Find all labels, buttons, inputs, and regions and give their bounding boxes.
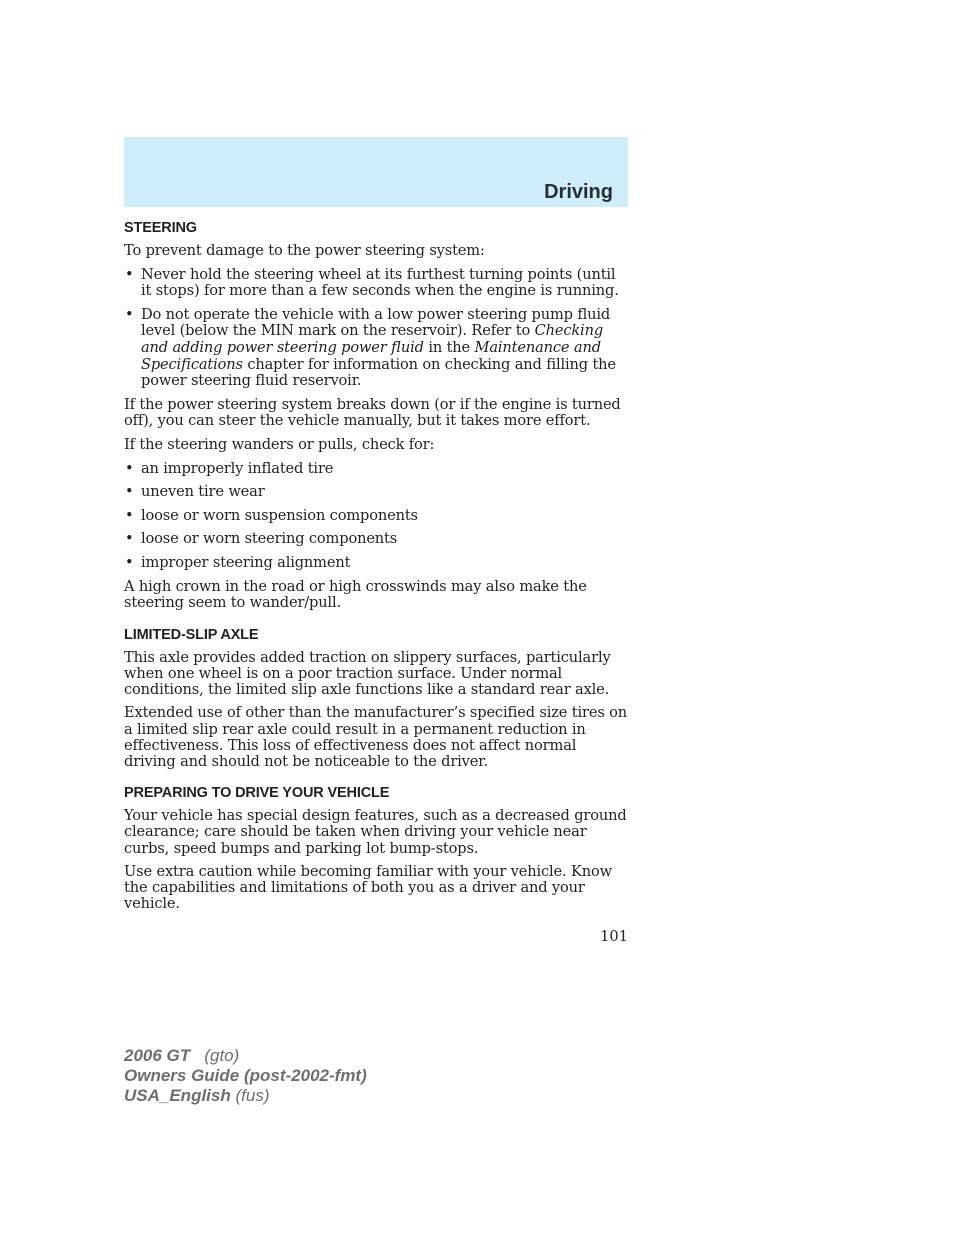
breakdown-paragraph: If the power steering system breaks down (or if the engine is turned off), you can steer the vehicle manually, but it takes more effort.: [124, 395, 621, 430]
check-list: [124, 461, 628, 572]
footer-language-code: (fus): [235, 1086, 270, 1105]
footer-model-code: (gto): [204, 1046, 240, 1065]
axle-paragraph: Extended use of other than the manufacturer’s specified size tires on a limited slip rear axle could result in a permanent reduction in effectiveness. This loss of effectiveness does not affect normal driving and should not be noticeable to the driver.: [124, 704, 628, 770]
footer-guide: Owners Guide (post-2002-fmt): [124, 1066, 367, 1085]
document-footer: [124, 1046, 367, 1106]
preparing-paragraph: Your vehicle has special design features, such as a decreased ground clearance; care should be taken when driving your vehicle near curbs, speed bumps and parking lot bump-stops.: [124, 807, 627, 857]
steering-precautions-list: [124, 267, 628, 390]
bullet-text: Do not operate the vehicle with a low power steering pump fluid level (below the MIN mark on the reservoir). Refer to: [141, 305, 611, 340]
axle-paragraph: This axle provides added traction on slippery surfaces, particularly when one wheel is on a poor traction surface. Under normal conditions, the limited slip axle functions like a standard rear axle.: [124, 648, 611, 699]
list-item: [124, 307, 628, 390]
footer-model: 2006 GT: [124, 1046, 191, 1065]
crown-paragraph: A high crown in the road or high crosswinds may also make the steering seem to wander/pull.: [124, 577, 587, 612]
steering-intro: To prevent damage to the power steering system:: [124, 242, 485, 259]
preparing-paragraph: Use extra caution while becoming familiar with your vehicle. Know the capabilities and limitations of both you as a driver and your vehicle.: [124, 862, 612, 913]
section-header-band: [124, 137, 628, 207]
bullet-text: chapter for information on checking and filling the power steering fluid reservoir.: [141, 355, 616, 390]
footer-language: USA_English: [124, 1086, 231, 1105]
list-item: • an improperly inflated tire: [124, 461, 628, 478]
page-number: 101: [600, 928, 628, 945]
list-item: • uneven tire wear: [124, 484, 628, 501]
footer-language-line: [124, 1086, 367, 1106]
page-content: [124, 219, 628, 919]
bullet-text: in the: [423, 338, 475, 356]
footer-guide-line: [124, 1066, 367, 1086]
list-item: • loose or worn steering components: [124, 531, 628, 548]
list-item: • loose or worn suspension components: [124, 508, 628, 525]
list-item: • improper steering alignment: [124, 555, 628, 572]
section-title: Driving: [544, 181, 613, 203]
chapter-reference-italic: Maintenance and Specifications: [141, 338, 601, 373]
axle-heading: LIMITED-SLIP AXLE: [124, 626, 259, 643]
list-item: • Never hold the steering wheel at its furthest turning points (until it stops) for more than a few seconds when the engine is running.: [124, 267, 628, 300]
check-intro: If the steering wanders or pulls, check for:: [124, 435, 435, 453]
preparing-heading: PREPARING TO DRIVE YOUR VEHICLE: [124, 785, 390, 802]
steering-heading: STEERING: [124, 220, 197, 236]
cross-reference-italic: Checking and adding power steering power fluid: [141, 322, 604, 356]
footer-model-line: [124, 1046, 367, 1066]
